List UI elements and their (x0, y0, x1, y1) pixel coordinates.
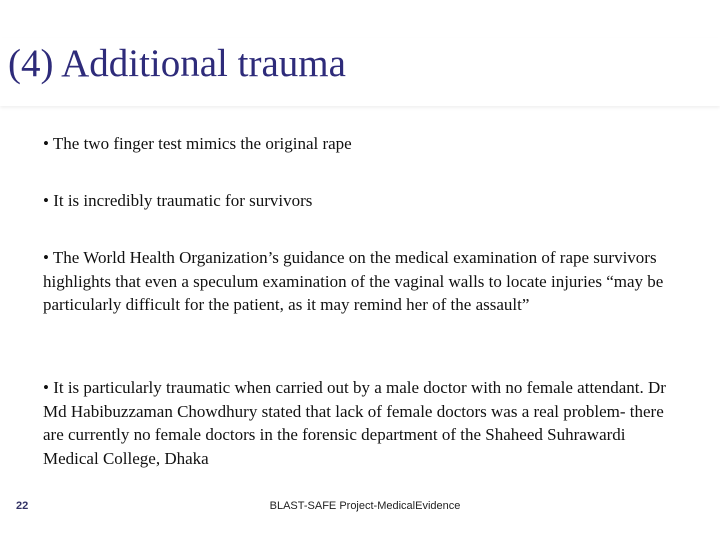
bullet-two-finger-test: • The two finger test mimics the original rape (43, 134, 352, 153)
bullet-who-guidance: • The World Health Organization’s guidance on the medical examination of rape survivors highlights that even a speculum examination of the vaginal walls to locate injuries “may be particularly difficult for the patient, as it may remind her of the assault” (43, 248, 664, 314)
bullet-traumatic-for-survivors: • It is incredibly traumatic for survivors (43, 191, 313, 210)
footer-project-label: BLAST-SAFE Project-MedicalEvidence (269, 500, 461, 512)
slide-title: (4) Additional trauma (8, 42, 346, 85)
page-number: 22 (16, 500, 29, 512)
bullet-male-doctor: • It is particularly traumatic when carried out by a male doctor with no female attendant. Dr Md Habibuzzaman Chowdhury stated that lack of female doctors was a real problem- there are currently no female doctors in the forensic department of the Shaheed Suhrawardi Medical College, Dhaka (43, 378, 666, 468)
